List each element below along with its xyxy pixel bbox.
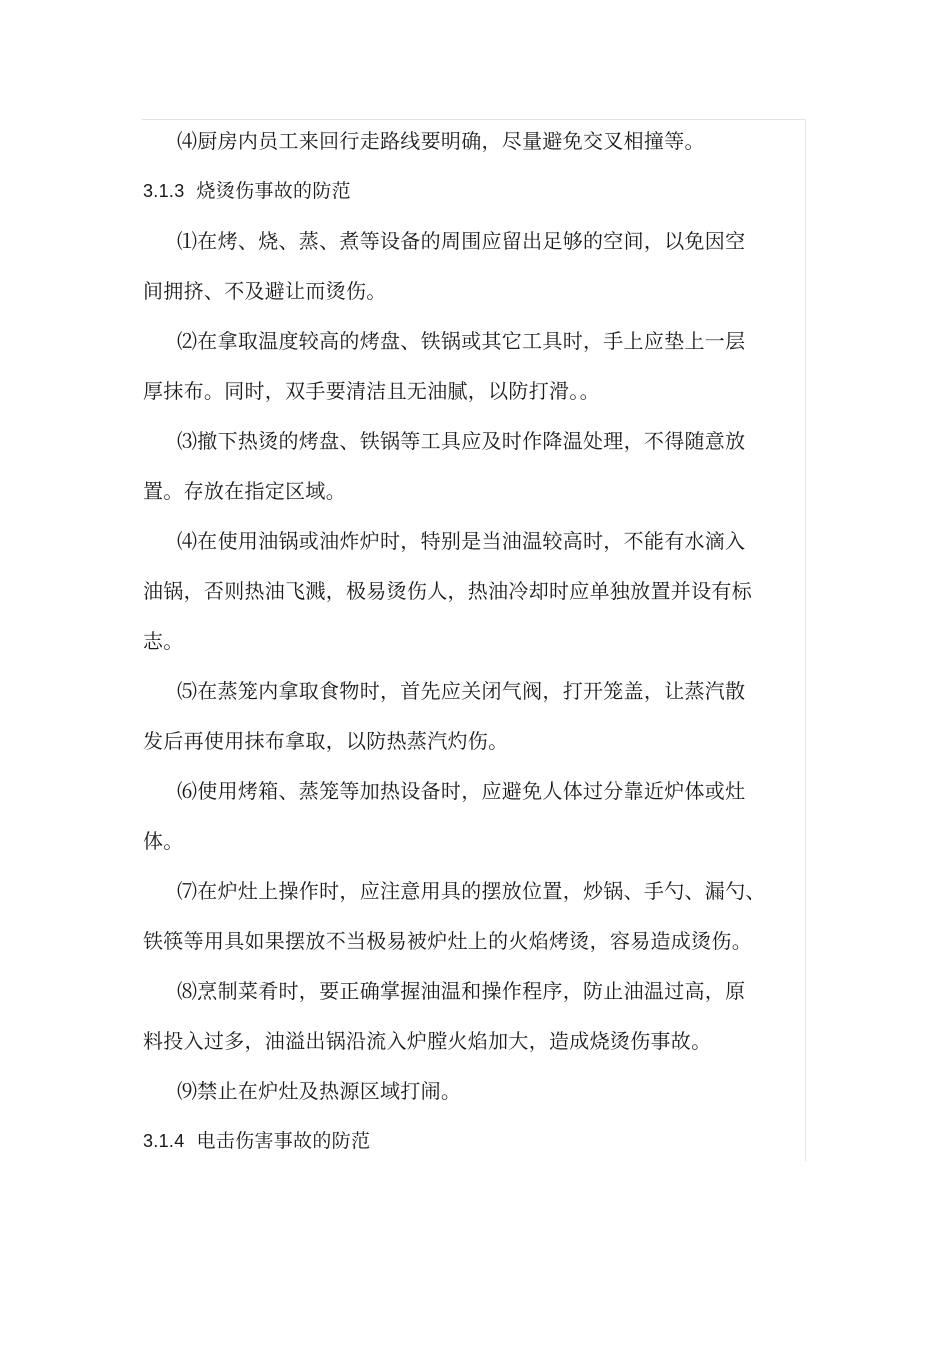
paragraph-line: 间拥挤、不及避让而烫伤。 (143, 279, 387, 303)
section-number: 3.1.4 (143, 1131, 185, 1151)
paragraph-line: ⑼禁止在炉灶及热源区域打闹。 (177, 1079, 462, 1103)
section-title: 电击伤害事故的防范 (196, 1130, 371, 1152)
paragraph-line: ⑴在烤、烧、蒸、煮等设备的周围应留出足够的空间，以免因空 (177, 229, 746, 253)
paragraph-line: ⑺在炉灶上操作时，应注意用具的摆放位置，炒锅、手勺、漏勺、 (177, 879, 766, 903)
paragraph-line: 置。存放在指定区域。 (143, 479, 346, 503)
paragraph-line: 厚抹布。同时，双手要清洁且无油腻，以防打滑。。 (143, 379, 600, 403)
section-heading (143, 1116, 370, 1166)
paragraph-line: ⑻烹制菜肴时，要正确掌握油温和操作程序，防止油温过高，原 (177, 979, 746, 1003)
paragraph-line: ⑷厨房内员工来回行走路线要明确，尽量避免交叉相撞等。 (177, 129, 705, 153)
paragraph-line: 料投入过多，油溢出锅沿流入炉膛火焰加大，造成烧烫伤事故。 (143, 1029, 712, 1053)
section-title: 烧烫伤事故的防范 (196, 180, 351, 202)
paragraph-line: ⑹使用烤箱、蒸笼等加热设备时，应避免人体过分靠近炉体或灶 (177, 779, 746, 803)
paragraph-line: ⑷在使用油锅或油炸炉时，特别是当油温较高时，不能有水滴入 (177, 529, 746, 553)
paragraph-line: ⑶撤下热烫的烤盘、铁锅等工具应及时作降温处理，不得随意放 (177, 429, 746, 453)
paragraph-line: 体。 (143, 829, 184, 853)
section-heading (143, 166, 351, 216)
section-number: 3.1.3 (143, 181, 185, 201)
paragraph-line: ⑸在蒸笼内拿取食物时，首先应关闭气阀，打开笼盖，让蒸汽散 (177, 679, 746, 703)
paragraph-line: 发后再使用抹布拿取，以防热蒸汽灼伤。 (143, 729, 509, 753)
paragraph-line: 油锅，否则热油飞溅，极易烫伤人，热油冷却时应单独放置并设有标 (143, 579, 752, 603)
paragraph-line: ⑵在拿取温度较高的烤盘、铁锅或其它工具时，手上应垫上一层 (177, 329, 746, 353)
paragraph-line: 铁筷等用具如果摆放不当极易被炉灶上的火焰烤烫，容易造成烫伤。 (143, 929, 752, 953)
paragraph-line: 志。 (143, 629, 184, 653)
